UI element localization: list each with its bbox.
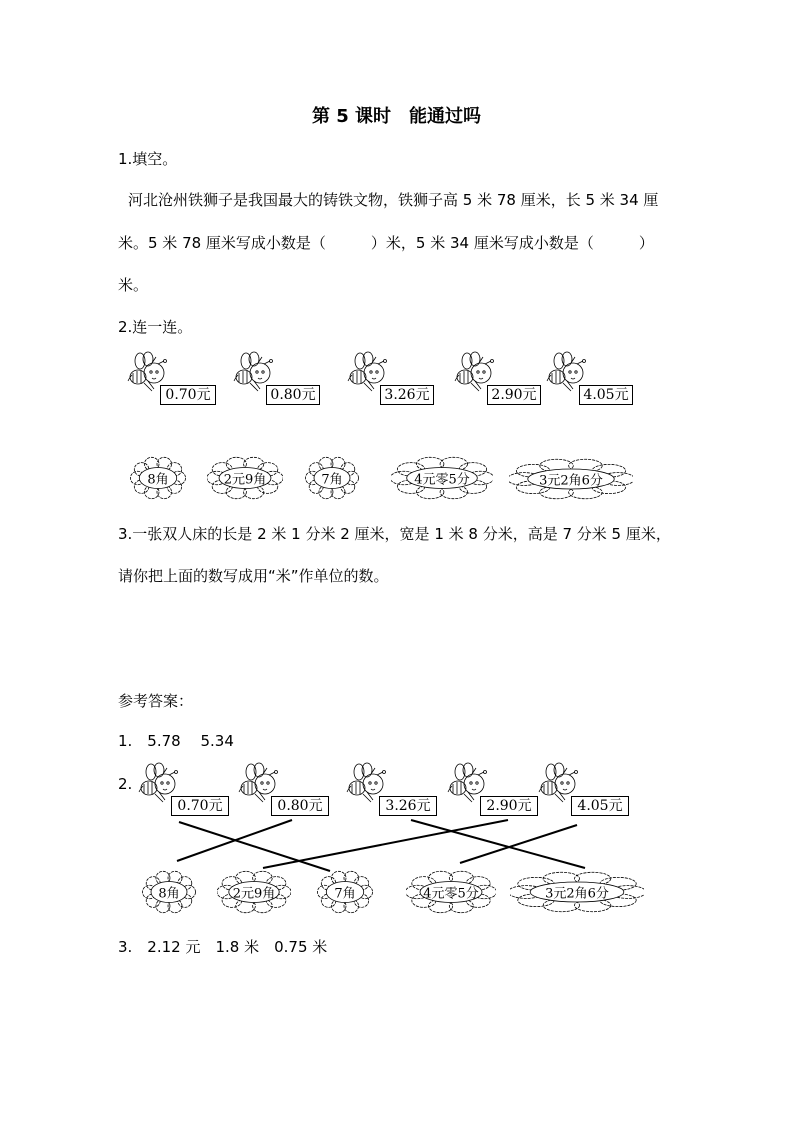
page-title: 第 5 课时 能通过吗 bbox=[311, 106, 482, 127]
price-box: 0.80元 bbox=[271, 796, 329, 816]
flower-amount bbox=[142, 869, 196, 915]
flower-amount bbox=[509, 457, 633, 501]
flower-amount bbox=[130, 455, 186, 501]
flower-label: 4元零5分 bbox=[414, 472, 470, 488]
answer-3: 3. 2.12 元 1.8 米 0.75 米 bbox=[118, 938, 328, 956]
flower-amount bbox=[510, 870, 644, 914]
q1-text-line1: 河北沧州铁狮子是我国最大的铸铁文物，铁狮子高 5 米 78 厘米，长 5 米 34 厘 bbox=[128, 191, 659, 209]
q1-text-line3: 米。 bbox=[118, 276, 149, 294]
q3-text-line2: 请你把上面的数写成用“米”作单位的数。 bbox=[118, 567, 389, 585]
price-box: 2.90元 bbox=[480, 796, 538, 816]
price-box: 4.05元 bbox=[571, 796, 629, 816]
flower-label: 8角 bbox=[147, 472, 169, 488]
q3-text-line1: 3.一张双人床的长是 2 米 1 分米 2 厘米，宽是 1 米 8 分米，高是 7 分米 5 厘米， bbox=[118, 525, 671, 543]
price-box: 3.26元 bbox=[380, 385, 434, 405]
flower-amount bbox=[305, 455, 359, 501]
flower-label: 3元2角6分 bbox=[545, 886, 609, 902]
flower-amount bbox=[406, 869, 496, 915]
flower-amount bbox=[207, 455, 283, 501]
price-box: 0.80元 bbox=[266, 385, 320, 405]
flower-label: 7角 bbox=[321, 472, 343, 488]
connection-line bbox=[179, 822, 330, 871]
flower-label: 2元9角 bbox=[232, 886, 276, 902]
answer-1: 1. 5.78 5.34 bbox=[118, 732, 234, 750]
connection-line bbox=[411, 820, 585, 868]
price-box: 2.90元 bbox=[487, 385, 541, 405]
flower-amount bbox=[391, 455, 493, 501]
flower-label: 3元2角6分 bbox=[539, 473, 603, 489]
q1-text-line2: 米。5 米 78 厘米写成小数是（ ）米，5 米 34 厘米写成小数是（ ） bbox=[118, 234, 654, 252]
answers-heading: 参考答案： bbox=[118, 692, 194, 710]
q2-label: 2.连一连。 bbox=[118, 318, 193, 336]
connection-line bbox=[460, 825, 577, 863]
flower-amount bbox=[217, 869, 291, 915]
price-box: 4.05元 bbox=[579, 385, 633, 405]
price-box: 3.26元 bbox=[379, 796, 437, 816]
connection-line bbox=[263, 820, 508, 868]
flower-label: 8角 bbox=[158, 886, 180, 902]
flower-label: 2元9角 bbox=[223, 472, 267, 488]
flower-label: 7角 bbox=[334, 886, 356, 902]
q1-label: 1.填空。 bbox=[118, 150, 178, 168]
price-box: 0.70元 bbox=[160, 385, 216, 405]
answer-2-label: 2. bbox=[118, 775, 133, 793]
price-box: 0.70元 bbox=[171, 796, 229, 816]
flower-amount bbox=[317, 869, 373, 915]
flower-label: 4元零5分 bbox=[423, 886, 479, 902]
